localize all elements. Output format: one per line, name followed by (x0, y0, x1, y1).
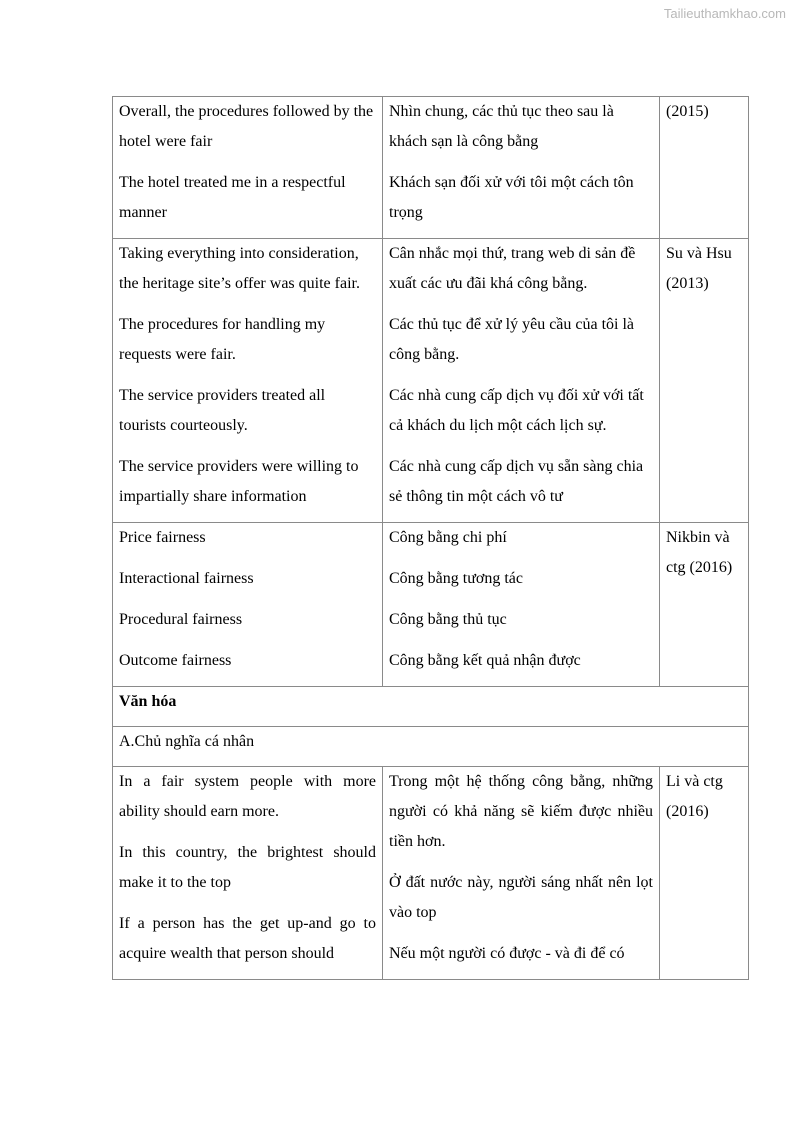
section-row (113, 687, 749, 727)
english-item: If a person has the get up-and go to acquire wealth that person should (119, 915, 376, 962)
english-item: Taking everything into consideration, the heritage site’s offer was quite fair. (119, 245, 360, 292)
english-item: The hotel treated me in a respectful manner (119, 174, 346, 221)
english-cell (113, 523, 383, 687)
english-item: Interactional fairness (119, 570, 254, 587)
english-item: Procedural fairness (119, 611, 243, 628)
watermark: Tailieuthamkhao.com (663, 6, 786, 21)
subsection-heading: A.Chủ nghĩa cá nhân (119, 733, 255, 750)
vietnamese-item: Nếu một người có được - và đi để có (389, 945, 625, 962)
vietnamese-item: Các nhà cung cấp dịch vụ sẵn sàng chia sẻ thông tin một cách vô tư (389, 458, 644, 505)
english-item: In a fair system people with more ability should earn more. (119, 773, 376, 820)
source-cell (660, 523, 749, 687)
source-cell (660, 239, 749, 523)
english-item: Overall, the procedures followed by the hotel were fair (119, 103, 374, 150)
vietnamese-item: Công bằng chi phí (389, 529, 507, 546)
section-heading: Văn hóa (119, 693, 177, 710)
table-row (113, 97, 749, 239)
subsection-row (113, 727, 749, 767)
table-row (113, 239, 749, 523)
vietnamese-item: Các nhà cung cấp dịch vụ đối xử với tất cả khách du lịch một cách lịch sự. (389, 387, 644, 434)
vietnamese-cell (383, 97, 660, 239)
vietnamese-cell (383, 523, 660, 687)
english-item: In this country, the brightest should make it to the top (119, 844, 376, 891)
english-item: The procedures for handling my requests were fair. (119, 316, 326, 363)
english-cell (113, 239, 383, 523)
scale-table (112, 96, 749, 980)
english-item: The service providers were willing to impartially share information (119, 458, 359, 505)
vietnamese-item: Cân nhắc mọi thứ, trang web di sản đề xuất các ưu đãi khá công bằng. (389, 245, 636, 292)
source-text: Nikbin và ctg (2016) (666, 529, 733, 576)
source-cell (660, 97, 749, 239)
table-row (113, 767, 749, 980)
vietnamese-cell (383, 767, 660, 980)
vietnamese-item: Nhìn chung, các thủ tục theo sau là khách sạn là công bằng (389, 103, 614, 150)
english-cell (113, 97, 383, 239)
vietnamese-cell (383, 239, 660, 523)
vietnamese-item: Ở đất nước này, người sáng nhất nên lọt vào top (389, 874, 653, 921)
vietnamese-item: Khách sạn đối xử với tôi một cách tôn trọng (389, 174, 634, 221)
source-text: (2015) (666, 103, 709, 120)
vietnamese-item: Công bằng kết quả nhận được (389, 652, 581, 669)
english-item: Price fairness (119, 529, 206, 546)
english-item: Outcome fairness (119, 652, 232, 669)
section-heading-cell (113, 687, 749, 727)
table-row (113, 523, 749, 687)
subsection-heading-cell (113, 727, 749, 767)
vietnamese-item: Công bằng tương tác (389, 570, 523, 587)
english-item: The service providers treated all tourists courteously. (119, 387, 326, 434)
vietnamese-item: Trong một hệ thống công bằng, những người có khả năng sẽ kiếm được nhiều tiền hơn. (389, 773, 653, 850)
vietnamese-item: Các thủ tục để xử lý yêu cầu của tôi là công bằng. (389, 316, 635, 363)
source-text: Li và ctg (2016) (666, 773, 723, 820)
english-cell (113, 767, 383, 980)
source-cell (660, 767, 749, 980)
vietnamese-item: Công bằng thủ tục (389, 611, 507, 628)
source-text: Su và Hsu (2013) (666, 245, 732, 292)
